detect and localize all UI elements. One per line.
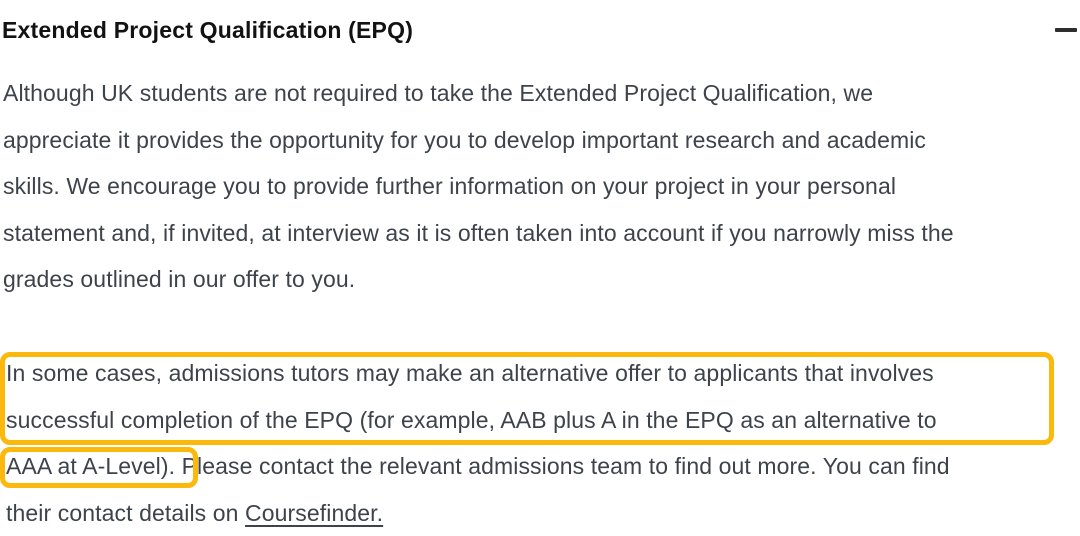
- paragraph-alternative-offer: [6, 350, 950, 536]
- paragraph-epq-intro: [3, 70, 954, 303]
- text-line: appreciate it provides the opportunity for you to develop important research and academic: [3, 126, 927, 153]
- text-line: skills. We encourage you to provide further information on your project in your personal: [3, 173, 897, 199]
- text-line: Although UK students are not required to take the Extended Project Qualification, we: [3, 80, 874, 106]
- section-title: Extended Project Qualification (EPQ): [2, 16, 414, 43]
- text-line-prefix: their contact details on: [6, 499, 246, 526]
- text-line: grades outlined in our offer to you.: [3, 266, 356, 292]
- text-line: AAA at A-Level). Please contact the relevant admissions team to find out more. You can find: [6, 453, 950, 479]
- minus-icon: [1055, 28, 1077, 32]
- collapse-button[interactable]: [1055, 19, 1077, 41]
- text-line: successful completion of the EPQ (for example, AAB plus A in the EPQ as an alternative to: [6, 406, 937, 433]
- text-line: [6, 490, 950, 536]
- coursefinder-link[interactable]: Coursefinder.: [245, 499, 384, 526]
- text-line: In some cases, admissions tutors may make an alternative offer to applicants that involves: [6, 360, 934, 386]
- accordion-header: [2, 14, 1078, 46]
- text-line: statement and, if invited, at interview as it is often taken into account if you narrowly miss the: [3, 219, 954, 246]
